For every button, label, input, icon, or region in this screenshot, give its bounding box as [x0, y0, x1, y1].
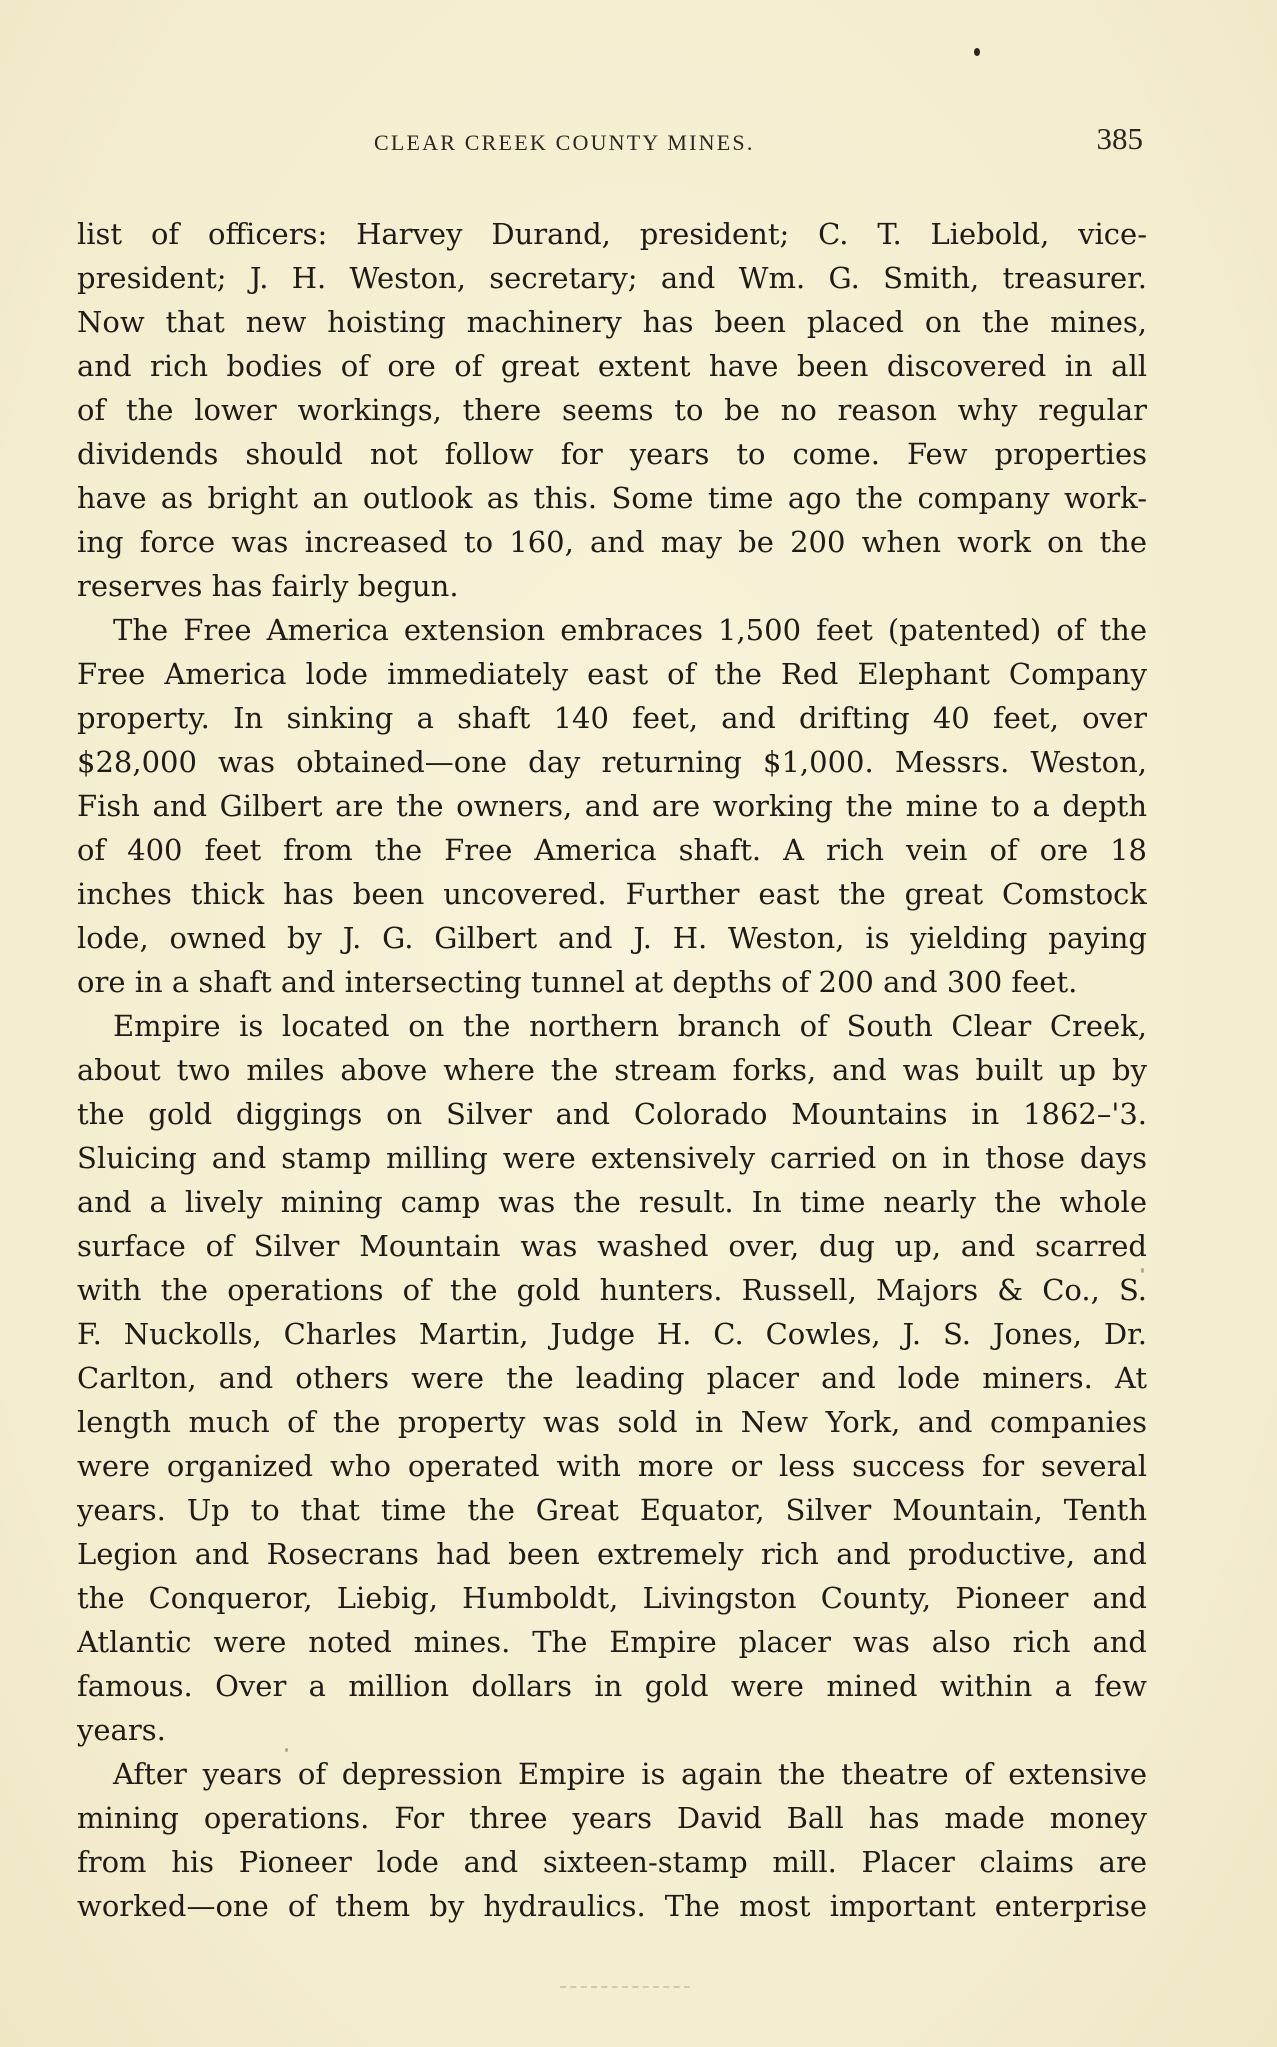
text-line: years. Up to that time the Great Equator, Silver Mountain, Tenth: [77, 1493, 1147, 1527]
text-line: famous. Over a million dollars in gold were mined within a few: [77, 1669, 1147, 1703]
text-line: Legion and Rosecrans had been extremely rich and productive, and: [77, 1537, 1147, 1571]
text-line: worked—one of them by hydraulics. The most important enterprise: [77, 1889, 1147, 1923]
text-line: have as bright an outlook as this. Some time ago the company work-: [77, 481, 1147, 515]
text-line: and a lively mining camp was the result. In time nearly the whole: [77, 1185, 1147, 1219]
text-line: ing force was increased to 160, and may be 200 when work on the: [77, 525, 1147, 559]
paper-speck: [1141, 1268, 1144, 1273]
running-head: CLEAR CREEK COUNTY MINES.: [374, 130, 755, 155]
text-line: the Conqueror, Liebig, Humboldt, Livingston County, Pioneer and: [77, 1581, 1147, 1615]
text-line: with the operations of the gold hunters. Russell, Majors & Co., S.: [77, 1273, 1147, 1307]
text-line: of 400 feet from the Free America shaft. A rich vein of ore 18: [77, 833, 1147, 867]
text-line: and rich bodies of ore of great extent have been discovered in all: [77, 349, 1147, 383]
text-line: of the lower workings, there seems to be no reason why regular: [77, 393, 1147, 427]
text-line: length much of the property was sold in New York, and companies: [77, 1405, 1147, 1439]
text-line: reserves has fairly begun.: [77, 569, 459, 603]
text-line: Empire is located on the northern branch of South Clear Creek,: [113, 1009, 1147, 1043]
text-line: mining operations. For three years David Ball has made money: [77, 1801, 1147, 1835]
text-line: Atlantic were noted mines. The Empire placer was also rich and: [77, 1625, 1147, 1659]
text-line: Sluicing and stamp milling were extensively carried on in those days: [77, 1141, 1147, 1175]
text-line: from his Pioneer lode and sixteen-stamp mill. Placer claims are: [77, 1845, 1147, 1879]
text-line: inches thick has been uncovered. Further east the great Comstock: [77, 877, 1147, 911]
text-line: Free America lode immediately east of the Red Elephant Company: [77, 657, 1147, 691]
text-line: F. Nuckolls, Charles Martin, Judge H. C. Cowles, J. S. Jones, Dr.: [77, 1317, 1147, 1351]
text-line: lode, owned by J. G. Gilbert and J. H. Weston, is yielding paying: [77, 921, 1147, 955]
text-line: surface of Silver Mountain was washed over, dug up, and scarred: [77, 1229, 1147, 1263]
text-line: Now that new hoisting machinery has been placed on the mines,: [77, 305, 1147, 339]
text-line: After years of depression Empire is again the theatre of extensive: [113, 1757, 1147, 1791]
text-line: $28,000 was obtained—one day returning $1,000. Messrs. Weston,: [77, 745, 1147, 779]
footer-marks: [560, 1986, 690, 1990]
text-line: list of officers: Harvey Durand, president; C. T. Liebold, vice-: [77, 217, 1147, 251]
ink-dot: [974, 48, 980, 56]
text-line: the gold diggings on Silver and Colorado Mountains in 1862–'3.: [77, 1097, 1147, 1131]
paper-speck: [285, 1748, 288, 1752]
text-line: dividends should not follow for years to come. Few properties: [77, 437, 1147, 471]
text-line: ore in a shaft and intersecting tunnel at depths of 200 and 300 feet.: [77, 965, 1078, 999]
text-line: Carlton, and others were the leading placer and lode miners. At: [77, 1361, 1147, 1395]
text-line: property. In sinking a shaft 140 feet, and drifting 40 feet, over: [77, 701, 1147, 735]
text-line: Fish and Gilbert are the owners, and are working the mine to a depth: [77, 789, 1147, 823]
text-line: were organized who operated with more or less success for several: [77, 1449, 1147, 1483]
text-line: president; J. H. Weston, secretary; and Wm. G. Smith, treasurer.: [77, 261, 1147, 295]
text-line: about two miles above where the stream forks, and was built up by: [77, 1053, 1147, 1087]
text-line: years.: [77, 1713, 166, 1747]
text-line: The Free America extension embraces 1,500 feet (patented) of the: [113, 613, 1147, 647]
body-text: [77, 212, 1147, 1928]
page-number: 385: [1096, 121, 1143, 156]
